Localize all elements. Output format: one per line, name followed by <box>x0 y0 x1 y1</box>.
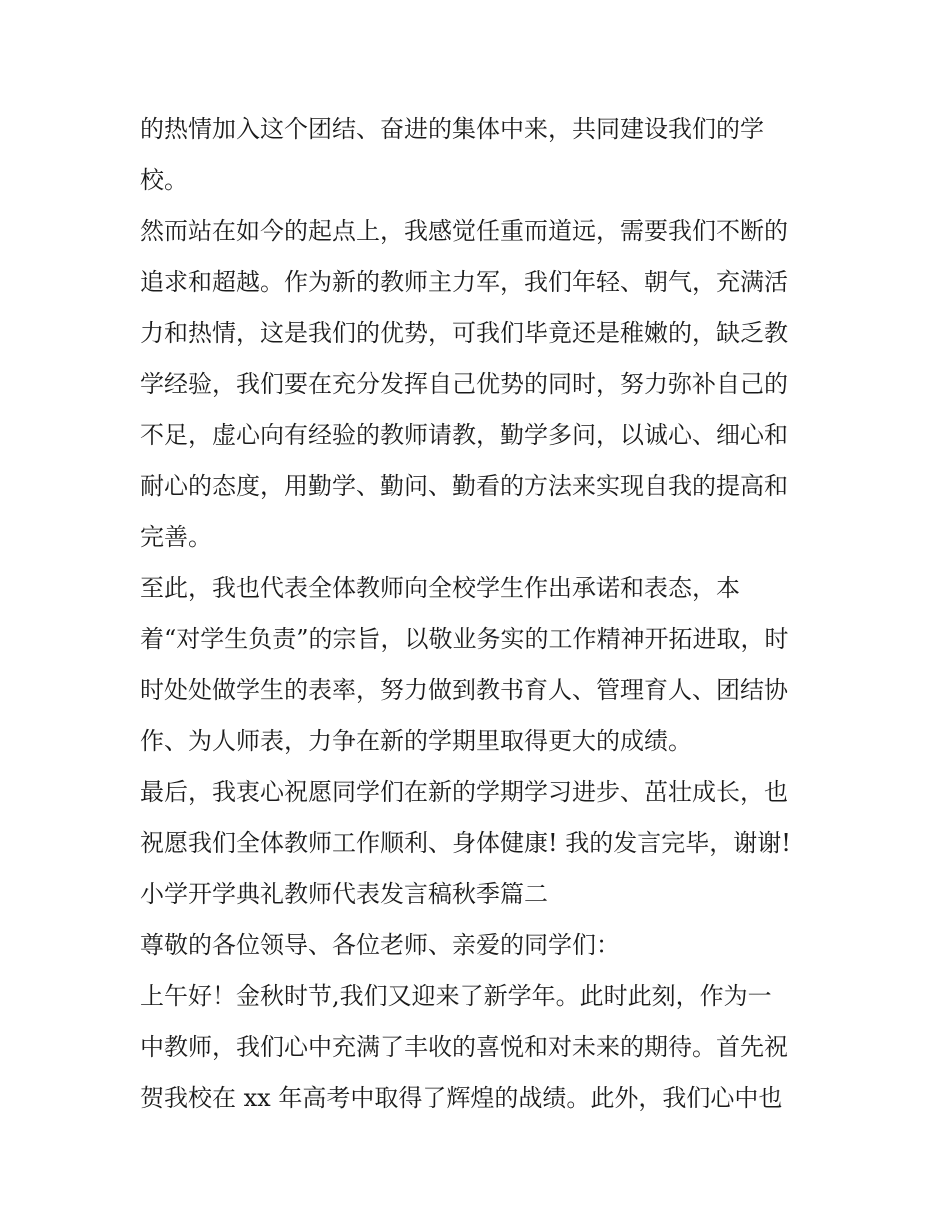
text-line: 中教师，我们心中充满了丰收的喜悦和对未来的期待。首先祝 <box>140 1033 788 1061</box>
text-line: 追求和超越。作为新的教师主力军，我们年轻、朝气，充满活 <box>140 268 788 296</box>
text-line: 祝愿我们全体教师工作顺利、身体健康! 我的发言完毕，谢谢! <box>140 829 791 857</box>
text-line: 耐心的态度，用勤学、勤问、勤看的方法来实现自我的提高和 <box>140 472 788 500</box>
text-line: 校。 <box>140 166 188 194</box>
text-line: 贺我校在 xx 年高考中取得了辉煌的战绩。此外，我们心中也 <box>140 1084 783 1112</box>
text-line: 然而站在如今的起点上，我感觉任重而道远，需要我们不断的 <box>140 217 788 245</box>
document-body <box>140 104 820 1124</box>
text-line: 至此，我也代表全体教师向全校学生作出承诺和表态，本 <box>140 574 740 602</box>
section-heading: 小学开学典礼教师代表发言稿秋季篇二 <box>140 880 548 908</box>
text-line: 不足，虚心向有经验的教师请教，勤学多问，以诚心、细心和 <box>140 421 788 449</box>
text-line: 上午好！金秋时节,我们又迎来了新学年。此时此刻，作为一 <box>140 982 772 1010</box>
text-line: 着“对学生负责”的宗旨，以敬业务实的工作精神开拓进取，时 <box>140 625 789 653</box>
text-line: 学经验，我们要在充分发挥自己优势的同时，努力弥补自己的 <box>140 370 788 398</box>
text-line: 作、为人师表，力争在新的学期里取得更大的成绩。 <box>140 727 692 755</box>
text-line: 力和热情，这是我们的优势，可我们毕竟还是稚嫩的，缺乏教 <box>140 319 788 347</box>
text-line: 的热情加入这个团结、奋进的集体中来，共同建设我们的学 <box>140 115 764 143</box>
salutation: 尊敬的各位领导、各位老师、亲爱的同学们： <box>140 931 620 959</box>
text-line: 最后，我衷心祝愿同学们在新的学期学习进步、茁壮成长，也 <box>140 778 788 806</box>
text-line: 时处处做学生的表率，努力做到教书育人、管理育人、团结协 <box>140 676 788 704</box>
text-line: 完善。 <box>140 523 212 551</box>
